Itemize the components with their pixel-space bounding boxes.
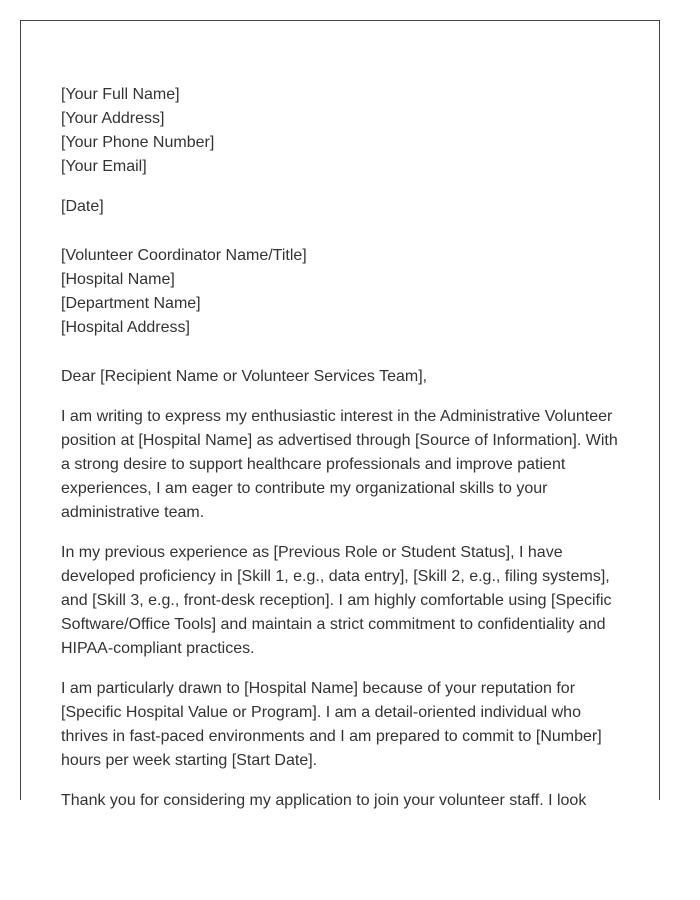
paragraph-line: [Specific Hospital Value or Program]. I am a detail-oriented individual who: [61, 704, 581, 721]
paragraph-line: HIPAA-compliant practices.: [61, 640, 255, 657]
paragraph-line: In my previous experience as [Previous Role or Student Status], I have: [61, 544, 563, 561]
date-block: [61, 195, 621, 219]
letter-page: [20, 20, 660, 809]
paragraph-experience: [61, 541, 621, 661]
recipient-address: [Hospital Address]: [61, 319, 190, 336]
cover-letter-body: [61, 83, 621, 813]
sender-email: [Your Email]: [61, 158, 147, 175]
sender-address: [Your Address]: [61, 110, 165, 127]
sender-block: [61, 83, 621, 179]
paragraph-line: administrative team.: [61, 504, 205, 521]
recipient-hospital: [Hospital Name]: [61, 271, 175, 288]
paragraph-line: a strong desire to support healthcare professionals and improve patient: [61, 456, 566, 473]
recipient-department: [Department Name]: [61, 295, 201, 312]
paragraph-line: Software/Office Tools] and maintain a strict commitment to confidentiality and: [61, 616, 606, 633]
paragraph-motivation: [61, 677, 621, 773]
paragraph-line: experiences, I am eager to contribute my organizational skills to your: [61, 480, 548, 497]
paragraph-line: position at [Hospital Name] as advertised through [Source of Information]. With: [61, 432, 618, 449]
sender-name: [Your Full Name]: [61, 86, 180, 103]
salutation-block: [61, 365, 621, 389]
sender-phone: [Your Phone Number]: [61, 134, 215, 151]
paragraph-line: developed proficiency in [Skill 1, e.g., data entry], [Skill 2, e.g., filing systems],: [61, 568, 610, 585]
letter-date: [Date]: [61, 198, 104, 215]
paragraph-closing: [61, 789, 621, 813]
paragraph-intro: [61, 405, 621, 525]
paragraph-line: hours per week starting [Start Date].: [61, 752, 318, 769]
paragraph-line: Thank you for considering my application to join your volunteer staff. I look: [61, 792, 587, 809]
recipient-title: [Volunteer Coordinator Name/Title]: [61, 247, 307, 264]
paragraph-line: I am writing to express my enthusiastic interest in the Administrative Volunteer: [61, 408, 613, 425]
paragraph-line: thrives in fast-paced environments and I am prepared to commit to [Number]: [61, 728, 602, 745]
salutation: Dear [Recipient Name or Volunteer Services Team],: [61, 368, 428, 385]
recipient-block: [61, 244, 621, 340]
paragraph-line: I am particularly drawn to [Hospital Name] because of your reputation for: [61, 680, 576, 697]
paragraph-line: and [Skill 3, e.g., front-desk reception]. I am highly comfortable using [Specific: [61, 592, 612, 609]
